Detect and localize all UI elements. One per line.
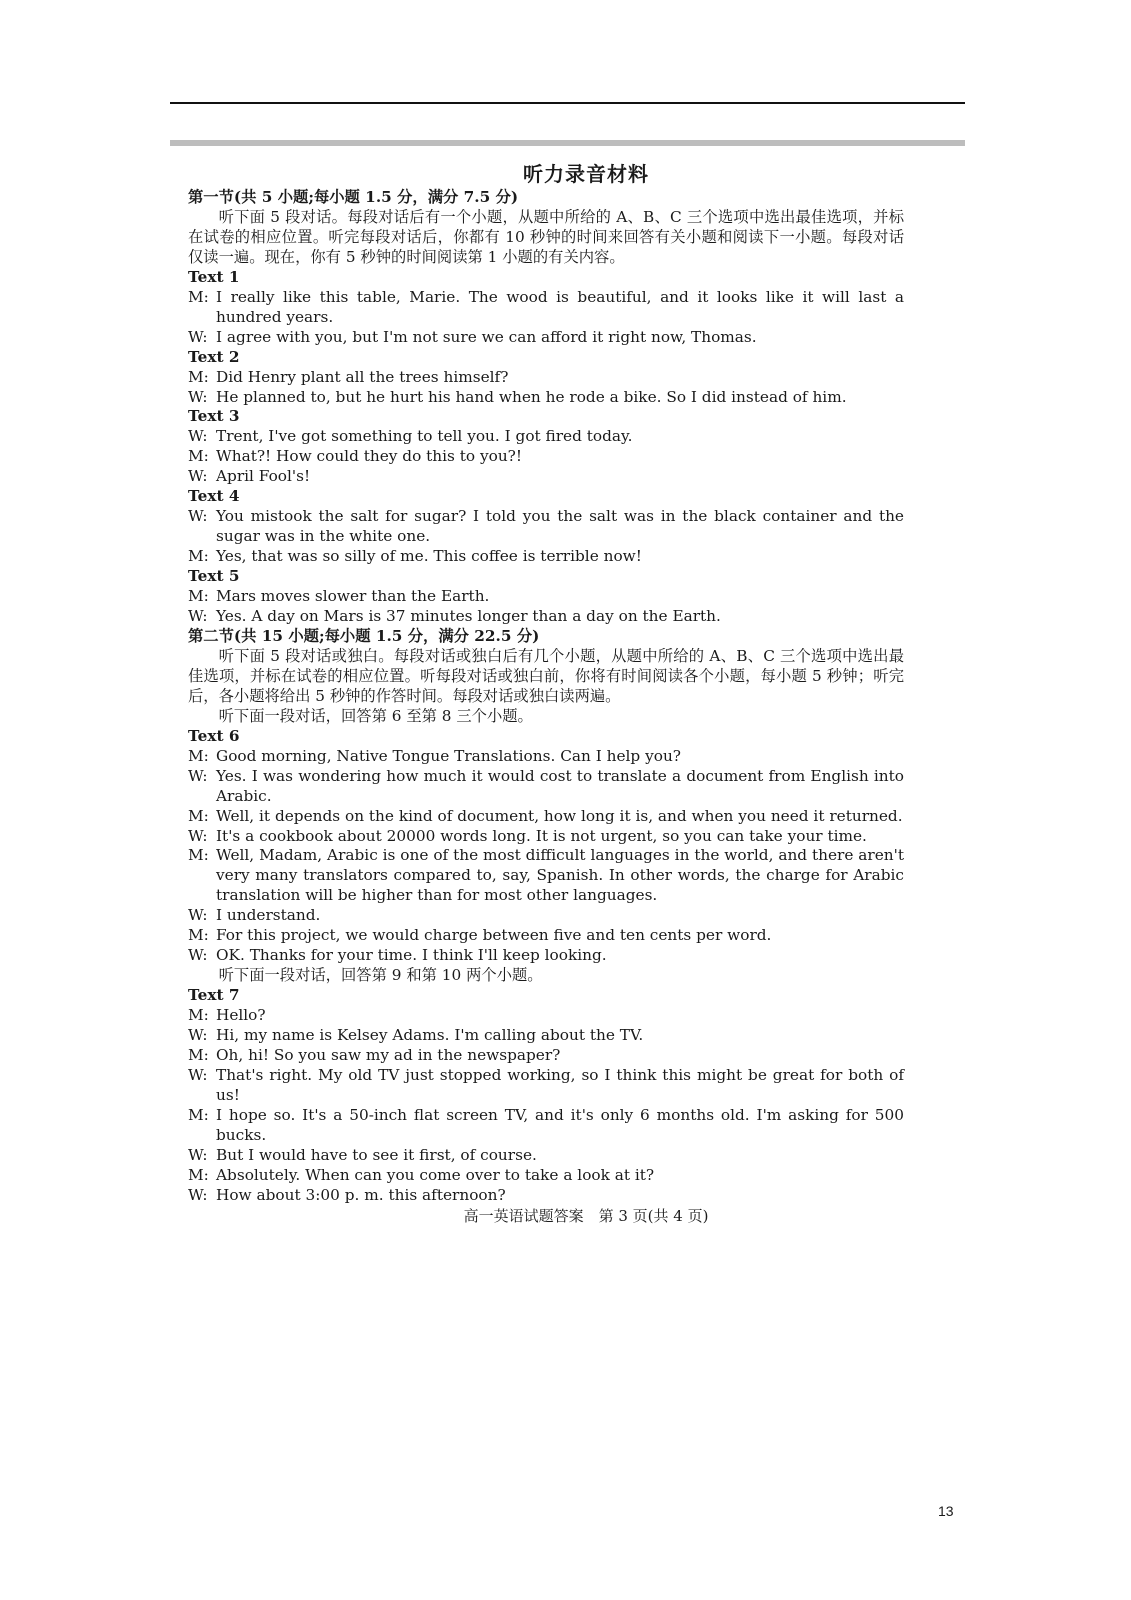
dialogue-line [188, 288, 904, 328]
utterance: April Fool's! [216, 467, 311, 486]
utterance: But I would have to see it first, of course. [216, 1145, 537, 1164]
speaker-label: W: [188, 467, 208, 486]
utterance: Yes. A day on Mars is 37 minutes longer than a day on the Earth. [216, 607, 721, 626]
speaker-label: M: [188, 447, 209, 466]
dialogue-line [188, 587, 904, 607]
dialogue-line [188, 767, 904, 807]
dialogue-line [188, 427, 904, 447]
speaker-label: M: [188, 287, 209, 306]
text-heading: Text 5 [188, 567, 240, 586]
utterance: Oh, hi! So you saw my ad in the newspaper? [216, 1045, 561, 1064]
grey-rule [170, 140, 965, 146]
speaker-label: W: [188, 1145, 208, 1164]
utterance: Good morning, Native Tongue Translations. Can I help you? [216, 746, 681, 765]
section1-heading: 第一节(共 5 小题;每小题 1.5 分，满分 7.5 分) [188, 188, 519, 206]
text-heading: Text 7 [188, 986, 240, 1005]
dialogue-line [188, 328, 904, 348]
text6-dialogue [188, 727, 904, 966]
section1-instructions: 听下面 5 段对话。每段对话后有一个小题，从题中所给的 A、B、C 三个选项中选出最佳选项，并标在试卷的相应位置。听完每段对话后，你都有 10 秒钟的时间来回答有关小题和阅读下一小题。每段对话仅读一遍。现在，你有 5 秒钟的时间阅读第 1 小题的有关内容。 [188, 207, 904, 266]
section1-dialogues [188, 268, 904, 627]
dialogue-line [188, 1186, 904, 1206]
page-number: 13 [938, 1503, 954, 1519]
dialogue-line [188, 547, 904, 567]
utterance: I hope so. It's a 50-inch flat screen TV, and it's only 6 months old. I'm asking for 500 bucks. [216, 1105, 904, 1144]
utterance: Absolutely. When can you come over to take a look at it? [216, 1165, 655, 1184]
dialogue-line [188, 807, 904, 827]
utterance: OK. Thanks for your time. I think I'll keep looking. [216, 946, 607, 965]
speaker-label: W: [188, 607, 208, 626]
speaker-label: W: [188, 1026, 208, 1045]
utterance: Trent, I've got something to tell you. I got fired today. [216, 427, 633, 446]
speaker-label: M: [188, 1045, 209, 1064]
utterance: He planned to, but he hurt his hand when he rode a bike. So I did instead of him. [216, 387, 847, 406]
speaker-label: W: [188, 387, 208, 406]
speaker-label: M: [188, 1105, 209, 1124]
dialogue-line [188, 1006, 904, 1026]
text7-dialogue [188, 986, 904, 1205]
speaker-label: W: [188, 1185, 208, 1204]
page-footer: 高一英语试题答案 第 3 页(共 4 页) [463, 1206, 709, 1225]
speaker-label: W: [188, 766, 208, 785]
dialogue-line [188, 607, 904, 627]
dialogue-line [188, 447, 904, 467]
speaker-label: W: [188, 427, 208, 446]
utterance: Did Henry plant all the trees himself? [216, 367, 509, 386]
speaker-label: M: [188, 547, 209, 566]
speaker-label: M: [188, 587, 209, 606]
dialogue-line [188, 846, 904, 906]
dialogue-line [188, 467, 904, 487]
section2-heading: 第二节(共 15 小题;每小题 1.5 分，满分 22.5 分) [188, 626, 540, 645]
utterance: Well, it depends on the kind of document, how long it is, and when you need it returned. [216, 806, 903, 825]
utterance: You mistook the salt for sugar? I told you the salt was in the black container and the sugar was in the white one. [216, 507, 904, 546]
utterance: What?! How could they do this to you?! [216, 447, 523, 466]
speaker-label: W: [188, 906, 208, 925]
speaker-label: M: [188, 846, 209, 865]
document-body [188, 160, 904, 1227]
dialogue-line [188, 1066, 904, 1106]
text-heading: Text 6 [188, 726, 240, 745]
dialogue-line [188, 507, 904, 547]
speaker-label: W: [188, 1065, 208, 1084]
text6-intro: 听下面一段对话，回答第 6 至第 8 三个小题。 [218, 706, 533, 725]
dialogue-line [188, 1166, 904, 1186]
utterance: For this project, we would charge between five and ten cents per word. [216, 926, 772, 945]
section2-instructions: 听下面 5 段对话或独白。每段对话或独白后有几个小题，从题中所给的 A、B、C 三个选项中选出最佳选项，并标在试卷的相应位置。听每段对话或独白前，你将有时间阅读各个小题，每小题 5 秒钟；听完后，各小题将给出 5 秒钟的作答时间。每段对话或独白读两遍。 [188, 646, 904, 705]
utterance: It's a cookbook about 20000 words long. It is not urgent, so you can take your time. [216, 826, 867, 845]
utterance: Hi, my name is Kelsey Adams. I'm calling about the TV. [216, 1026, 644, 1045]
speaker-label: W: [188, 507, 208, 526]
text-heading: Text 4 [188, 487, 240, 506]
text7-intro: 听下面一段对话，回答第 9 和第 10 两个小题。 [218, 966, 543, 985]
dialogue-line [188, 1146, 904, 1166]
dialogue-line [188, 1106, 904, 1146]
utterance: I understand. [216, 906, 321, 925]
utterance: Well, Madam, Arabic is one of the most difficult languages in the world, and there aren't very many translators compared to, say, Spanish. In other words, the charge for Arabic translation will be higher than for most other languages. [216, 846, 904, 905]
dialogue-line [188, 827, 904, 847]
speaker-label: M: [188, 926, 209, 945]
speaker-label: M: [188, 806, 209, 825]
speaker-label: M: [188, 367, 209, 386]
utterance: Yes, that was so silly of me. This coffee is terrible now! [216, 547, 642, 566]
utterance: Mars moves slower than the Earth. [216, 587, 490, 606]
page-title: 听力录音材料 [523, 162, 649, 186]
dialogue-line [188, 1046, 904, 1066]
utterance: That's right. My old TV just stopped working, so I think this might be great for both of us! [216, 1065, 904, 1104]
text-heading: Text 2 [188, 347, 240, 366]
utterance: How about 3:00 p. m. this afternoon? [216, 1185, 506, 1204]
dialogue-line [188, 946, 904, 966]
dialogue-line [188, 388, 904, 408]
utterance: Yes. I was wondering how much it would cost to translate a document from English into Arabic. [216, 766, 904, 805]
speaker-label: W: [188, 327, 208, 346]
speaker-label: M: [188, 1165, 209, 1184]
utterance: I agree with you, but I'm not sure we can afford it right now, Thomas. [216, 327, 757, 346]
dialogue-line [188, 368, 904, 388]
text-heading: Text 3 [188, 407, 240, 426]
dialogue-line [188, 926, 904, 946]
utterance: Hello? [216, 1006, 266, 1025]
dialogue-line [188, 1026, 904, 1046]
utterance: I really like this table, Marie. The wood is beautiful, and it looks like it will last a hundred years. [216, 287, 904, 326]
speaker-label: W: [188, 826, 208, 845]
speaker-label: W: [188, 946, 208, 965]
speaker-label: M: [188, 1006, 209, 1025]
dialogue-line [188, 906, 904, 926]
dialogue-line [188, 747, 904, 767]
speaker-label: M: [188, 746, 209, 765]
top-rule [170, 102, 965, 104]
text-heading: Text 1 [188, 267, 240, 286]
